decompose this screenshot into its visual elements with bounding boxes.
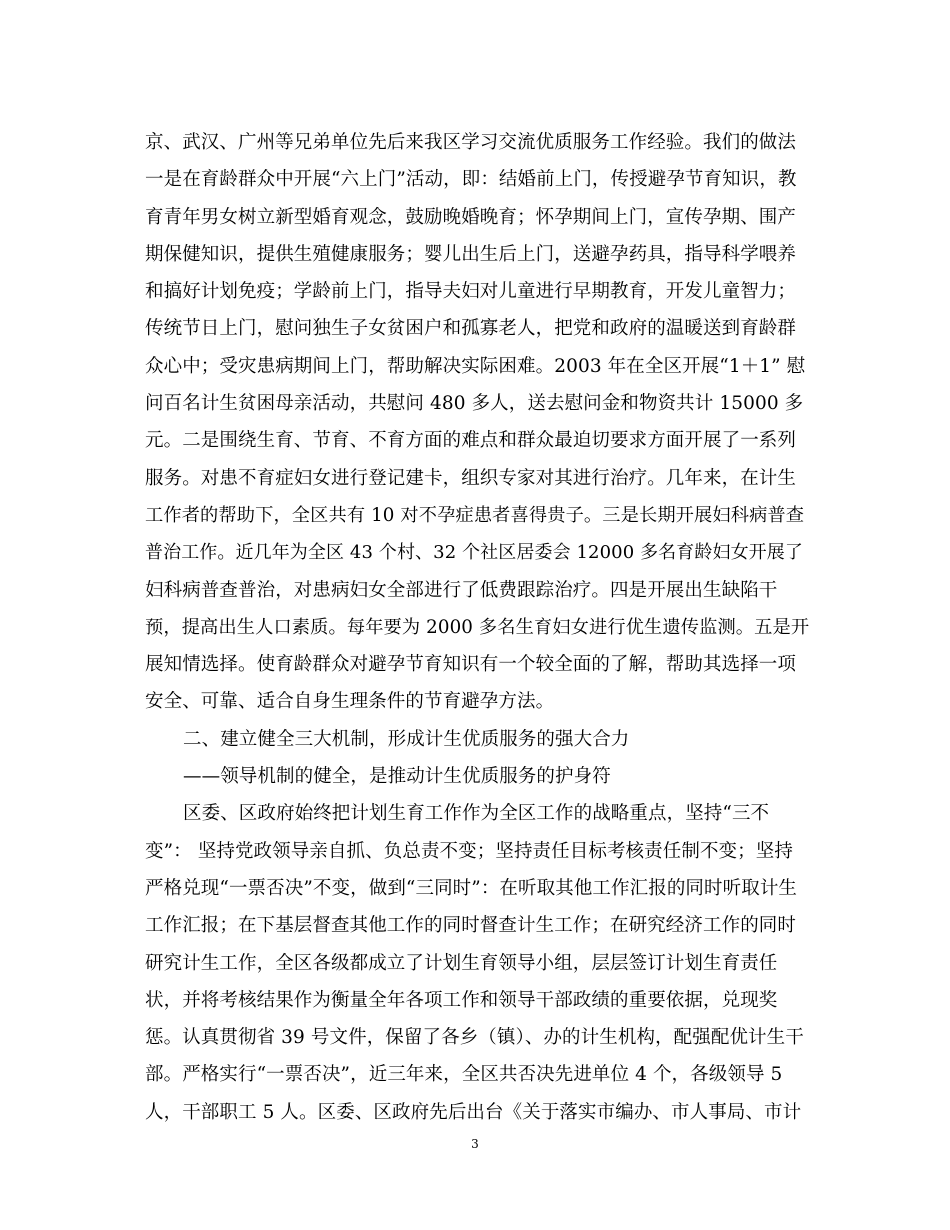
text-line: 育青年男女树立新型婚育观念，鼓励晚婚晚育；怀孕期间上门，宣传孕期、围产: [145, 206, 797, 228]
text-line: 状，并将考核结果作为衡量全年各项工作和领导干部政绩的重要依据，兑现奖: [145, 989, 778, 1011]
text-line: 严格兑现“一票否决”不变，做到“三同时”：在听取其他工作汇报的同时听取计生: [145, 877, 798, 899]
text-line: 工作者的帮助下，全区共有 10 对不孕症患者喜得贵子。三是长期开展妇科病普查: [145, 504, 805, 526]
text-line: 一是在育龄群众中开展“六上门”活动，即：结婚前上门，传授避孕节育知识，教: [145, 169, 797, 191]
text-line: 传统节日上门，慰问独生子女贫困户和孤寡老人，把党和政府的温暖送到育龄群: [145, 318, 797, 340]
text-line: 展知情选择。使育龄群众对避孕节育知识有一个较全面的了解，帮助其选择一项: [145, 654, 797, 676]
text-line: 变”： 坚持党政领导亲自抓、负总责不变；坚持责任目标考核责任制不变；坚持: [145, 840, 793, 862]
text-line: 京、武汉、广州等兄弟单位先后来我区学习交流优质服务工作经验。我们的做法: [145, 132, 797, 153]
text-line: 人，干部职工 5 人。区委、区政府先后出台《关于落实市编办、市人事局、市计: [145, 1101, 802, 1123]
text-line: 期保健知识，提供生殖健康服务；婴儿出生后上门，送避孕药具，指导科学喂养: [145, 243, 797, 265]
text-line: 众心中；受灾患病期间上门，帮助解决实际困难。2003 年在全区开展“1＋1” 慰: [145, 355, 806, 377]
text-line: 服务。对患不育症妇女进行登记建卡，组织专家对其进行治疗。几年来，在计生: [145, 467, 797, 489]
text-line: 部。严格实行“一票否决”，近三年来，全区共否决先进单位 4 个，各级领导 5: [145, 1064, 783, 1086]
text-line: 问百名计生贫困母亲活动，共慰问 480 多人，送去慰问金和物资共计 15000 多: [145, 393, 804, 415]
text-line: 研究计生工作，全区各级都成立了计划生育领导小组，层层签订计划生育责任: [145, 952, 778, 974]
text-line: 二、建立健全三大机制，形成计生优质服务的强大合力: [183, 728, 630, 750]
text-line: 妇科病普查普治，对患病妇女全部进行了低费跟踪治疗。四是开展出生缺陷干: [145, 579, 778, 601]
text-line: 预，提高出生人口素质。每年要为 2000 多名生育妇女进行优生遗传监测。五是开: [145, 616, 810, 638]
text-line: 区委、区政府始终把计划生育工作作为全区工作的战略重点，坚持“三不: [183, 803, 770, 825]
text-line: 和搞好计划免疫；学龄前上门，指导夫妇对儿童进行早期教育，开发儿童智力；: [145, 281, 797, 303]
text-line: 惩。认真贯彻省 39 号文件，保留了各乡（镇）、办的计生机构，配强配优计生干: [145, 1027, 804, 1049]
text-line: 普治工作。近几年为全区 43 个村、32 个社区居委会 12000 多名育龄妇女开展了: [145, 542, 803, 564]
text-line: 元。二是围绕生育、节育、不育方面的难点和群众最迫切要求方面开展了一系列: [145, 430, 797, 452]
text-line: 安全、可靠、适合自身生理条件的节育避孕方法。: [145, 691, 555, 713]
text-line: ——领导机制的健全，是推动计生优质服务的护身符: [183, 766, 611, 788]
page-number: 3: [471, 1137, 479, 1151]
text-line: 工作汇报；在下基层督查其他工作的同时督查计生工作；在研究经济工作的同时: [145, 915, 797, 937]
body-text: [145, 124, 810, 1131]
